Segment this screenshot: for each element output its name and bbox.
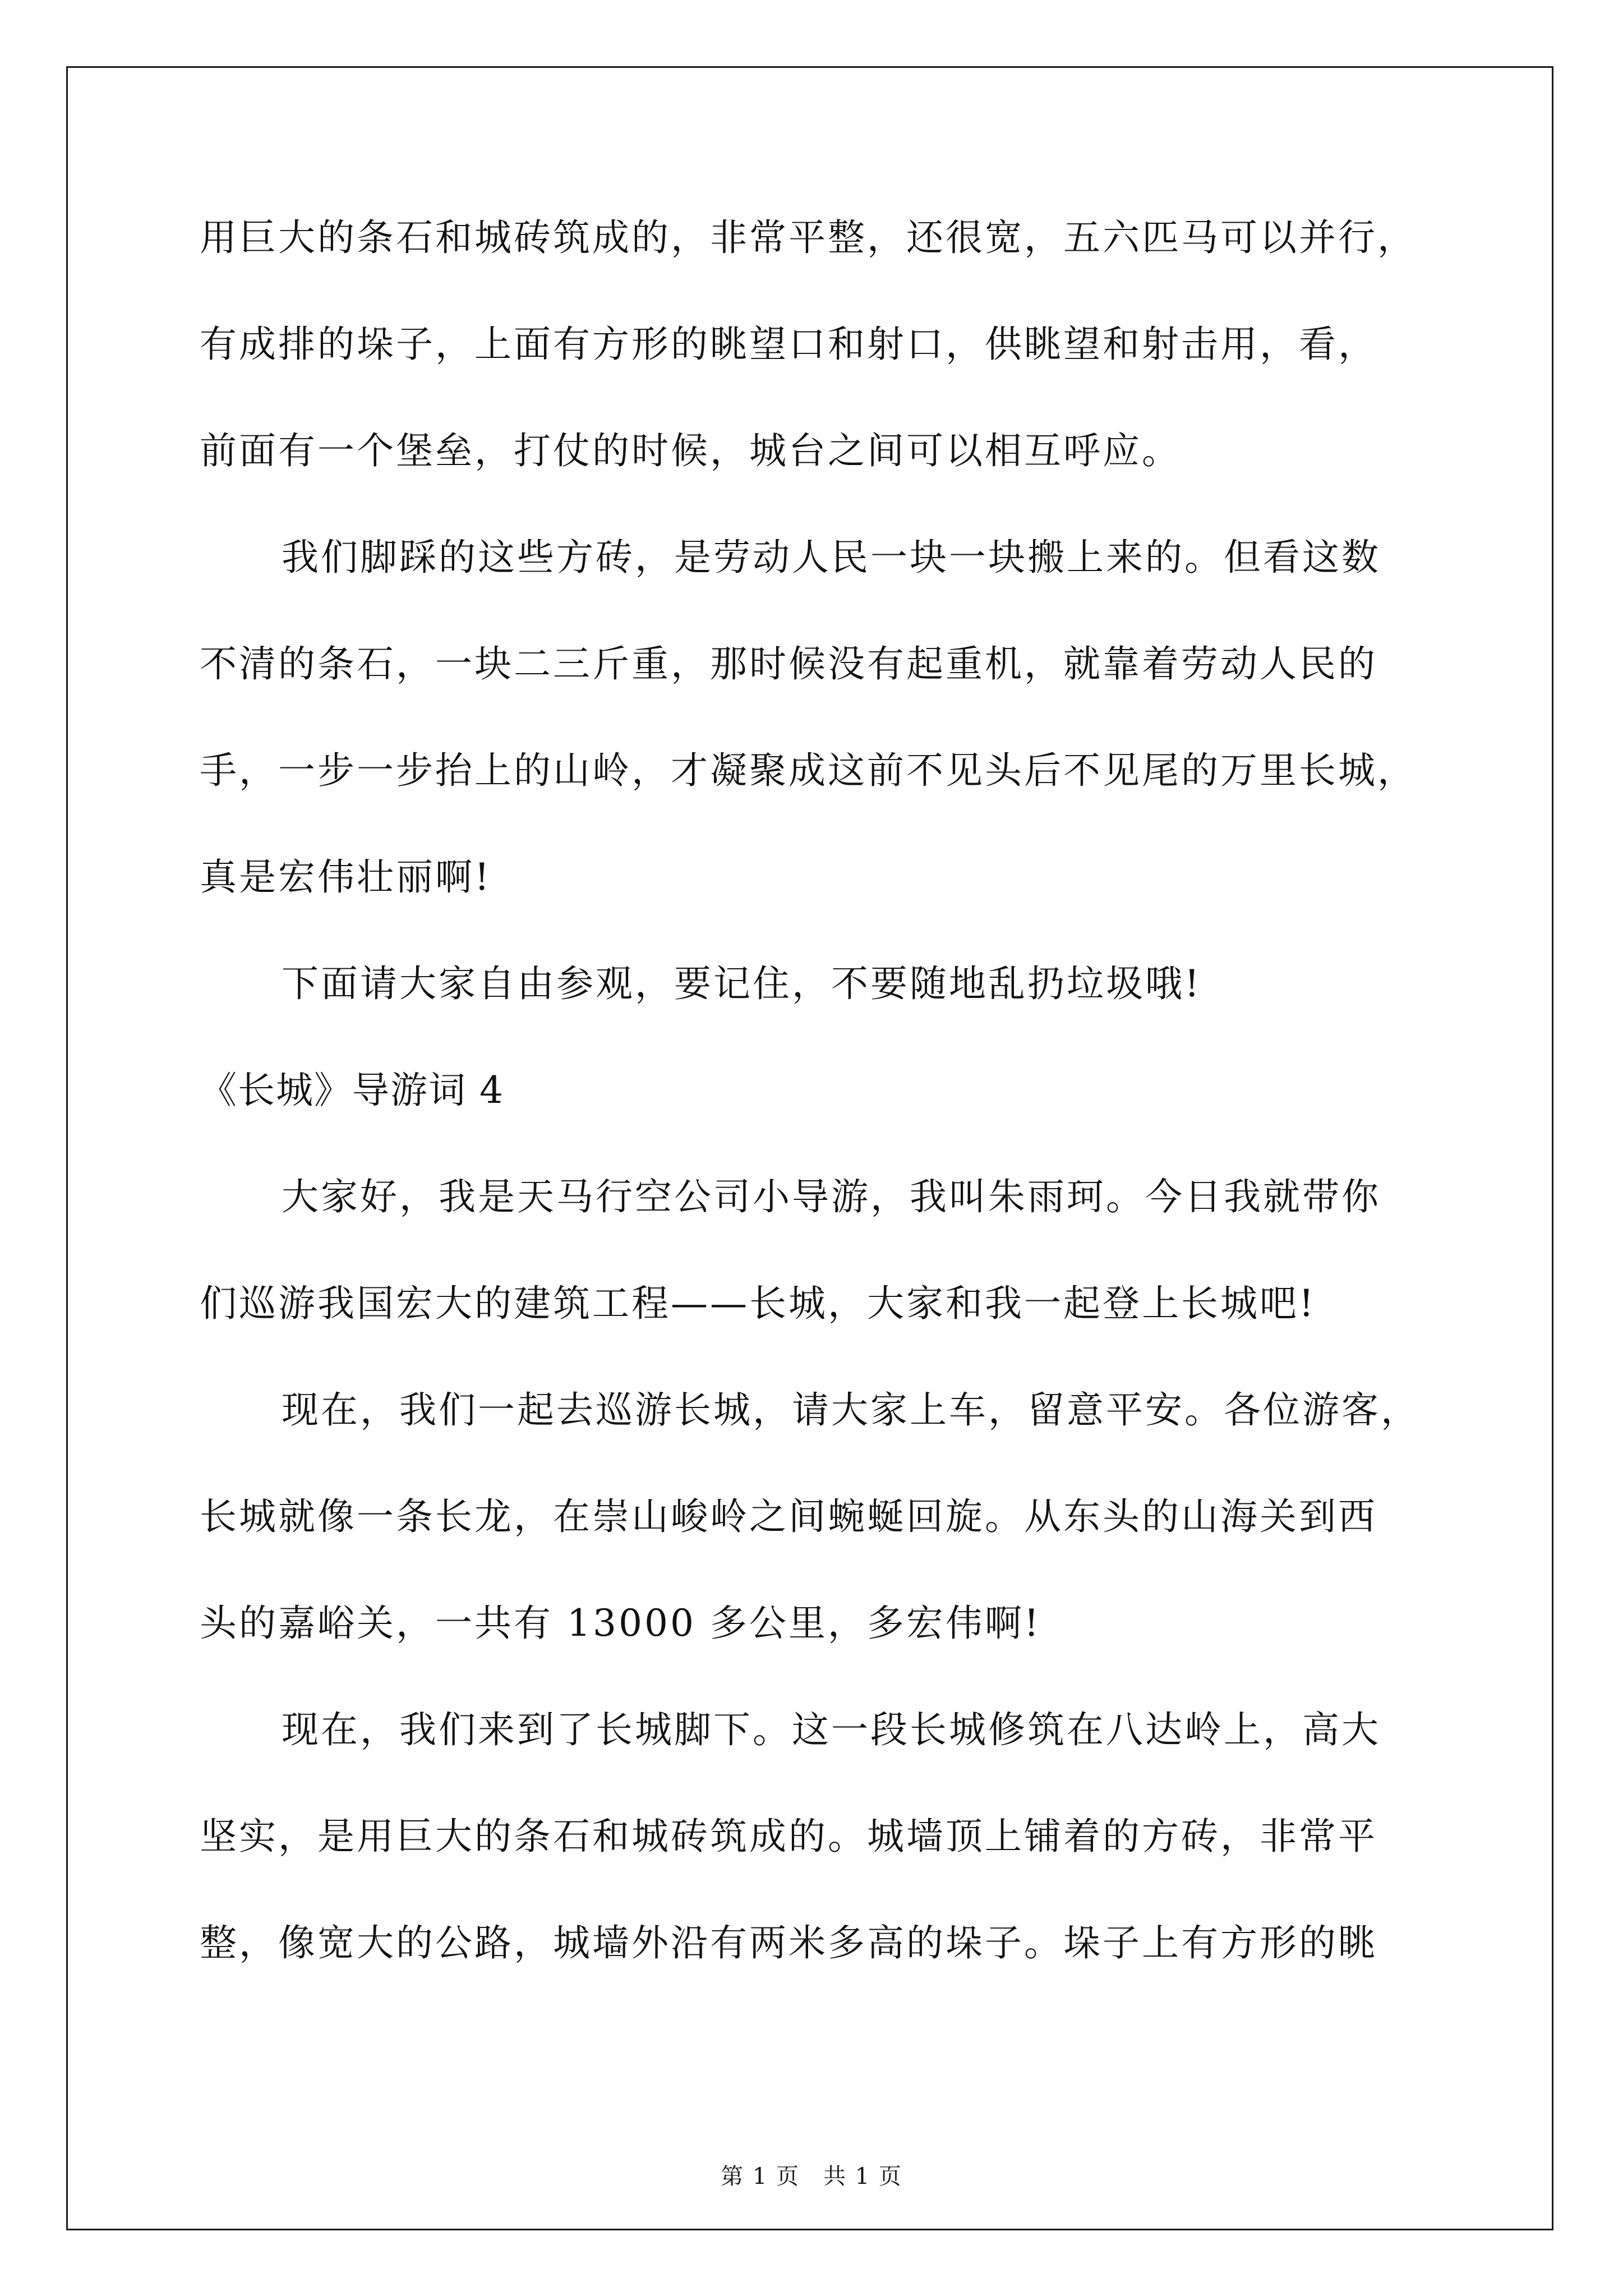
text-line: 手，一步一步抬上的山岭，才凝聚成这前不见头后不见尾的万里长城， xyxy=(200,749,1417,792)
text-line: 前面有一个堡垒，打仗的时候，城台之间可以相互呼应。 xyxy=(200,429,1181,472)
paragraph-start-line: 大家好，我是天马行空公司小导游，我叫朱雨珂。今日我就带你 xyxy=(282,1175,1381,1218)
paragraph-start-line: 现在，我们一起去巡游长城，请大家上车，留意平安。各位游客， xyxy=(282,1388,1420,1432)
page-footer: 第 1 页 共 1 页 xyxy=(721,2164,902,2189)
text-line: 整，像宽大的公路，城墙外沿有两米多高的垛子。垛子上有方形的眺 xyxy=(200,1921,1377,1964)
text-line: 不清的条石，一块二三斤重，那时候没有起重机，就靠着劳动人民的 xyxy=(200,642,1377,685)
section-heading: 《长城》导游词 4 xyxy=(200,1069,504,1112)
text-line: 长城就像一条长龙，在崇山峻岭之间蜿蜒回旋。从东头的山海关到西 xyxy=(200,1495,1377,1538)
document-body xyxy=(200,210,1456,2022)
text-line: 用巨大的条石和城砖筑成的，非常平整，还很宽，五六匹马可以并行， xyxy=(200,216,1417,259)
text-line: 坚实，是用巨大的条石和城砖筑成的。城墙顶上铺着的方砖，非常平 xyxy=(200,1815,1377,1858)
text-line: 头的嘉峪关，一共有 13000 多公里，多宏伟啊! xyxy=(200,1602,1041,1645)
paragraph-start-line: 现在，我们来到了长城脚下。这一段长城修筑在八达岭上，高大 xyxy=(282,1708,1381,1751)
text-line: 有成排的垛子，上面有方形的眺望口和射口，供眺望和射击用，看， xyxy=(200,323,1377,366)
text-line: 真是宏伟壮丽啊! xyxy=(200,855,492,899)
paragraph-start-line: 下面请大家自由参观，要记住，不要随地乱扔垃圾哦! xyxy=(282,962,1202,1005)
text-line: 们巡游我国宏大的建筑工程——长城，大家和我一起登上长城吧! xyxy=(200,1282,1316,1325)
paragraph-start-line: 我们脚踩的这些方砖，是劳动人民一块一块搬上来的。但看这数 xyxy=(282,536,1381,579)
